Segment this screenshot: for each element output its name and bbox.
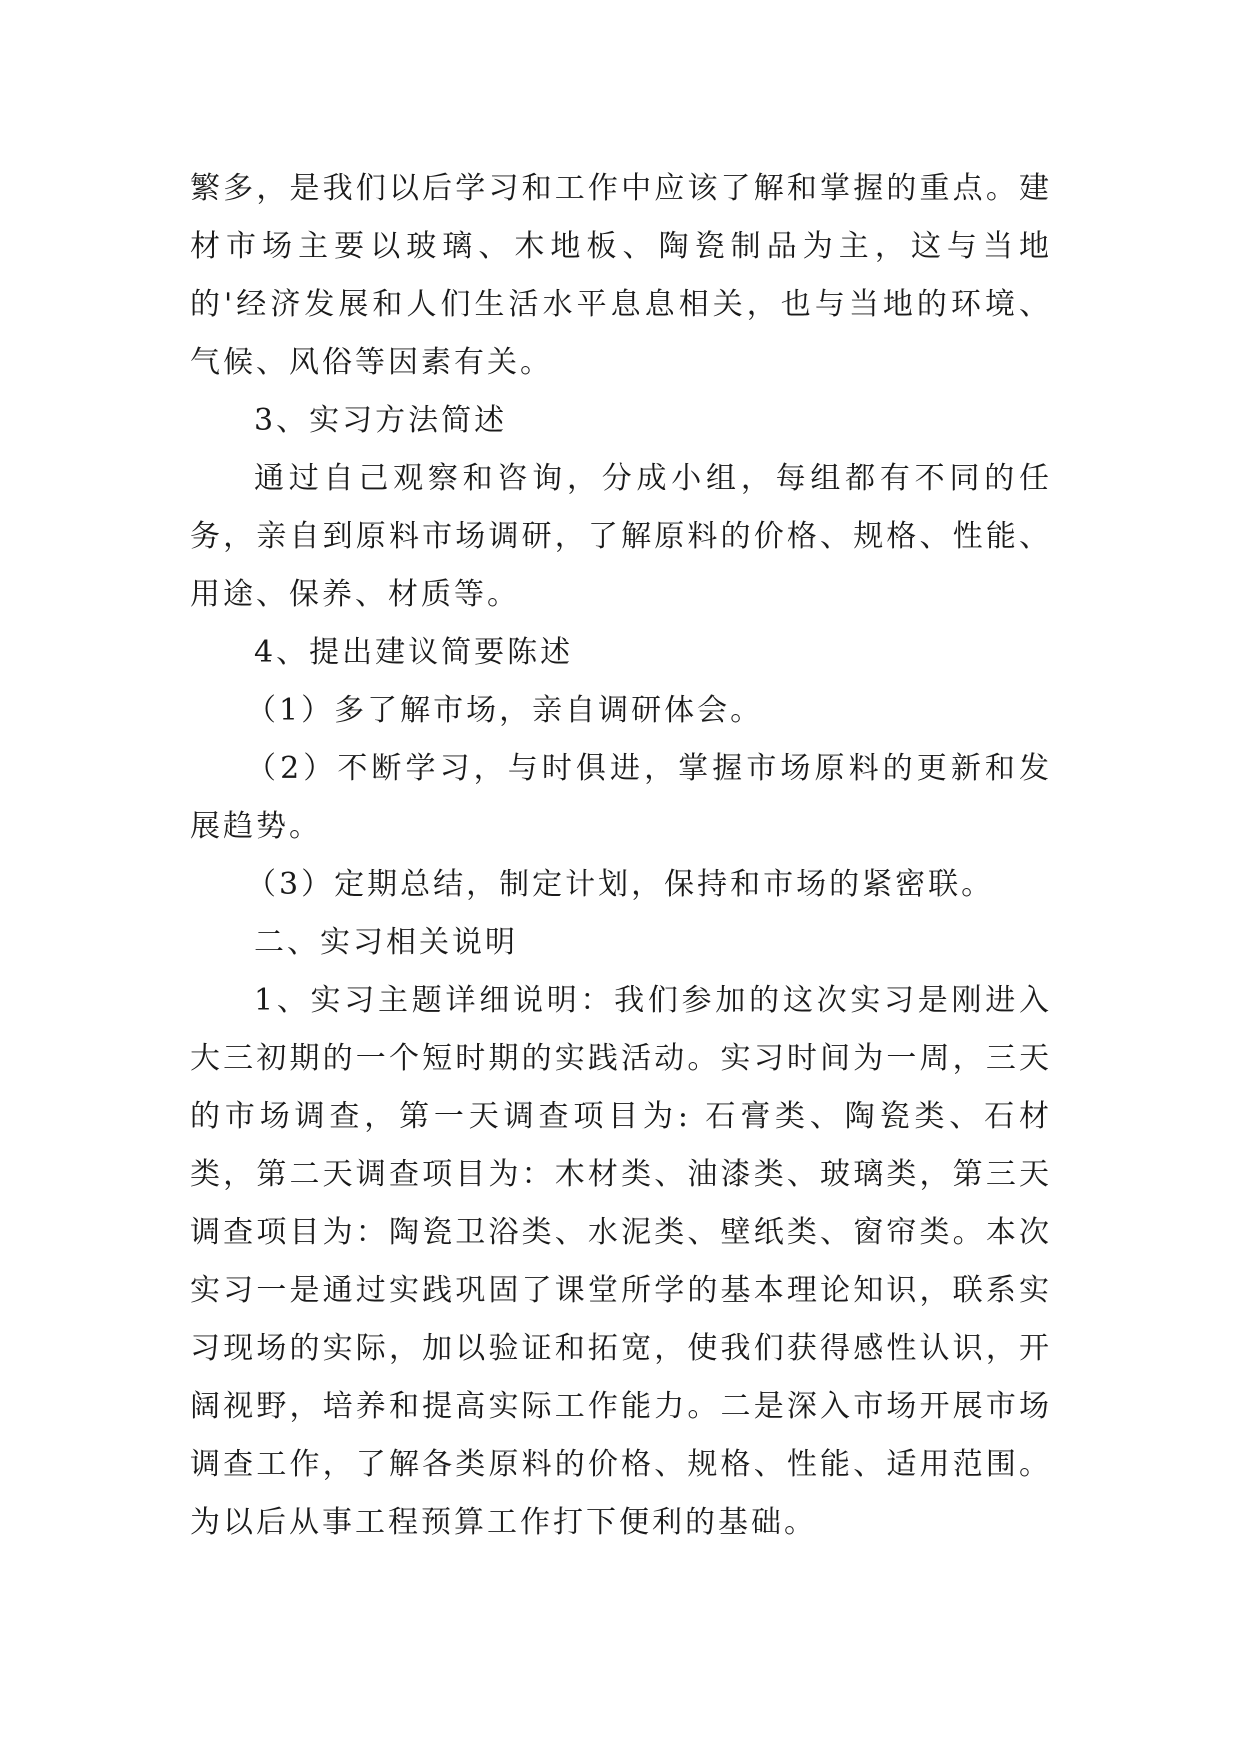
suggestion-item-2: （2）不断学习，与时俱进，掌握市场原料的更新和发展趋势。: [190, 751, 1052, 844]
heading-practice-method: 3、实习方法简述: [254, 403, 508, 438]
paragraph-topic-description: 1、实习主题详细说明：我们参加的这次实习是刚进入大三初期的一个短时期的实践活动。实习时间为一周，三天的市场调查，第一天调查项目为: 石膏类、陶瓷类、石材类，第二天调查项目为：木材类、油漆类、玻璃类，第三天调查项目为：陶瓷卫浴类、水泥类、壁纸类、窗帘类。本次实习一是通过实践巩固了课堂所学的基本理论知识，联系实习现场的实际，加以验证和拓宽，使我们获得感性认识，开阔视野，培养和提高实际工作能力。二是深入市场开展市场调查工作，了解各类原料的价格、规格、性能、适用范围。为以后从事工程预算工作打下便利的基础。: [190, 983, 1052, 1540]
suggestion-item-3: （3）定期总结，制定计划，保持和市场的紧密联。: [246, 867, 995, 902]
paragraph-continuation: 繁多，是我们以后学习和工作中应该了解和掌握的重点。建材市场主要以玻璃、木地板、陶瓷制品为主，这与当地的'经济发展和人们生活水平息息相关，也与当地的环境、气候、风俗等因素有关。: [190, 171, 1052, 380]
paragraph-practice-method: 通过自己观察和咨询，分成小组，每组都有不同的任务，亲自到原料市场调研，了解原料的价格、规格、性能、用途、保养、材质等。: [190, 461, 1052, 612]
heading-suggestions: 4、提出建议简要陈述: [254, 635, 574, 670]
document-body: [190, 160, 1052, 1552]
suggestion-item-1: （1）多了解市场，亲自调研体会。: [246, 693, 764, 728]
heading-section-two: 二、实习相关说明: [254, 925, 518, 960]
